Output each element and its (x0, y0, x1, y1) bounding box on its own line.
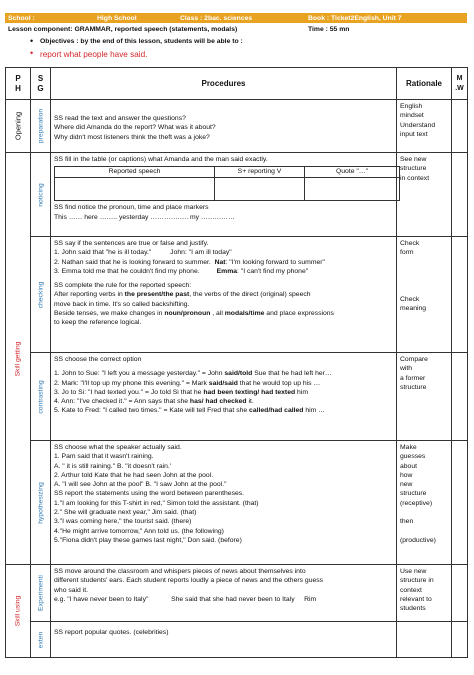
school-name: High School (97, 14, 137, 22)
rationale-column-header: Rationale (397, 68, 452, 100)
checking-procedure: SS say if the sentences are true or false and justify. 1. John said that "he is ill today." John: "I am ill today" 2. Nathan said that he is looking forward to summer. Nat: "I'm looking forward to summer" 3. Emma told me that he couldn't find my phone. Emma: "I can't find my phone" SS complete the rule for the reported speech: After reporting verbs in the present/the past, the verbs of the direct (original) speech move back in time. It's so called backshifting. Beside tenses, we make changes in noun/pronoun , all modals/time and place expressions to keep the reference logical. (51, 237, 397, 353)
lesson-component: Lesson component: GRAMMAR, reported speech (statements, modals) (8, 25, 238, 33)
stage-noticing-cell (31, 153, 51, 237)
mw-cell (452, 622, 468, 658)
mw-cell (452, 441, 468, 565)
objectives-bullet-icon: • (30, 36, 34, 46)
phase-skill-using: Skill using (14, 595, 22, 627)
stage-experimenting-cell (31, 565, 51, 622)
stage-contrasting-cell (31, 353, 51, 441)
stage-checking: checking (36, 281, 44, 308)
objective-item: report what people have said. (40, 50, 148, 59)
stage-extending-cell (31, 622, 51, 658)
procedures-column-header: Procedures (51, 68, 397, 100)
mw-column-header: M .W (452, 68, 468, 100)
stage-preparation-cell (31, 100, 51, 153)
sg-column-header: S G (31, 68, 51, 100)
stage-noticing: noticing (36, 182, 44, 207)
noticing-rationale: See new structure in context (397, 153, 452, 237)
reported-speech-header: Reported speech (55, 167, 215, 178)
ph-column-header: P H (6, 68, 31, 100)
hypothesizing-rationale: Make guesses about how new structure (receptive) then (productive) (397, 441, 452, 565)
contrasting-procedure: SS choose the correct option 1. John to Sue: "I left you a message yesterday." = John said/told Sue that he had left her… 2. Mark: "I'll top up my phone this evening." = Mark said/said that he would top up his … 3. Jo to Si: "I had texted you." = Jo told Si that he had been texting/ had texted him 4. Ann: "I've checked it." = Ann says that she has/ had checked it. 5. Kate to Fred: "I called two times." = Kate will tell Fred that she called/had called him … (51, 353, 397, 441)
table-header-row (6, 68, 468, 100)
contrasting-rationale: Compare with a former structure (397, 353, 452, 441)
header-bar (5, 13, 467, 23)
checking-rationale: Check form Check meaning (397, 237, 452, 353)
objective-item-bullet-icon: • (30, 48, 34, 58)
reporting-verb-header: S+ reporting V (215, 167, 305, 178)
experimenting-rationale: Use new structure in context relevant to students (397, 565, 452, 622)
stage-hypothesizing: hypothesizing (36, 481, 44, 524)
mw-cell (452, 237, 468, 353)
phase-opening: Opening (13, 111, 23, 141)
objectives-title: Objectives : by the end of this lesson, students will be able to : (40, 38, 243, 45)
mw-cell (452, 353, 468, 441)
mw-cell (452, 100, 468, 153)
stage-extending: exten (36, 631, 44, 648)
table-row (6, 237, 468, 353)
mw-cell (452, 565, 468, 622)
quote-blank[interactable] (305, 178, 400, 201)
extending-procedure: SS report popular quotes. (celebrities) (51, 622, 397, 658)
reported-speech-table (54, 166, 400, 201)
table-row (6, 622, 468, 658)
stage-experimenting: Experimenti (36, 575, 44, 611)
stage-preparation: preparation (36, 108, 44, 144)
phase-opening-cell (6, 100, 31, 153)
time-label: Time : 55 mn (308, 25, 350, 33)
noticing-procedure: SS fill in the table (or captions) what Amanda and the man said exactly. Reported speech S+ reporting V Quote "…" SS find notice the pronoun, time and place markers This …… here …….. yesterday …………….. my …………… (51, 153, 397, 237)
reported-speech-blank[interactable] (55, 178, 215, 201)
table-row (6, 100, 468, 153)
table-row (6, 153, 468, 237)
extending-rationale (397, 622, 452, 658)
class-label: Class : 2bac. sciences (180, 14, 253, 22)
table-row (6, 353, 468, 441)
table-row (6, 441, 468, 565)
book-label: Book : Ticket2English, Unit 7 (308, 14, 402, 22)
phase-skill-getting-cell (6, 153, 31, 565)
stage-checking-cell (31, 237, 51, 353)
hypothesizing-procedure: SS choose what the speaker actually said. 1. Pam said that it wasn't raining. A. " it is still raining." B. "it doesn't rain.' 2. Arthur told Kate that he had seen John at the pool. A. "I will see John at the pool" B. "I saw John at the pool." SS report the statements using the word between parentheses. 1."I am looking for this T-shirt in red," Simon told the assistant. (that) 2." She will graduate next year," Jim said. (that) 3."I was coming here," the tourist said. (there) 4."He might arrive tomorrow," Ann told us. (the following) 5."Fiona didn't play these games last night," Don said. (before) (51, 441, 397, 565)
lesson-bar (5, 24, 467, 34)
phase-skill-getting: Skill getting (14, 341, 22, 376)
procedures-table (5, 67, 468, 658)
quote-header: Quote "…" (305, 167, 400, 178)
preparation-procedure: SS read the text and answer the questions? Where did Amanda do the report? What was it about? Why didn't most listeners think the theft was a joke? (51, 100, 397, 153)
reporting-verb-blank[interactable] (215, 178, 305, 201)
stage-hypothesizing-cell (31, 441, 51, 565)
school-label: School : (8, 14, 35, 22)
stage-contrasting: contrasting (36, 379, 44, 414)
experimenting-procedure: SS move around the classroom and whispers pieces of news about themselves into different students' ears. Each student reports loudly a piece of news and the others guess who said it. e.g. "I have never been to Italy" She said that she had never been to Italy Rim (51, 565, 397, 622)
phase-skill-using-cell (6, 565, 31, 658)
mw-cell (452, 153, 468, 237)
preparation-rationale: English mindset Understand input text (397, 100, 452, 153)
table-row (6, 565, 468, 622)
